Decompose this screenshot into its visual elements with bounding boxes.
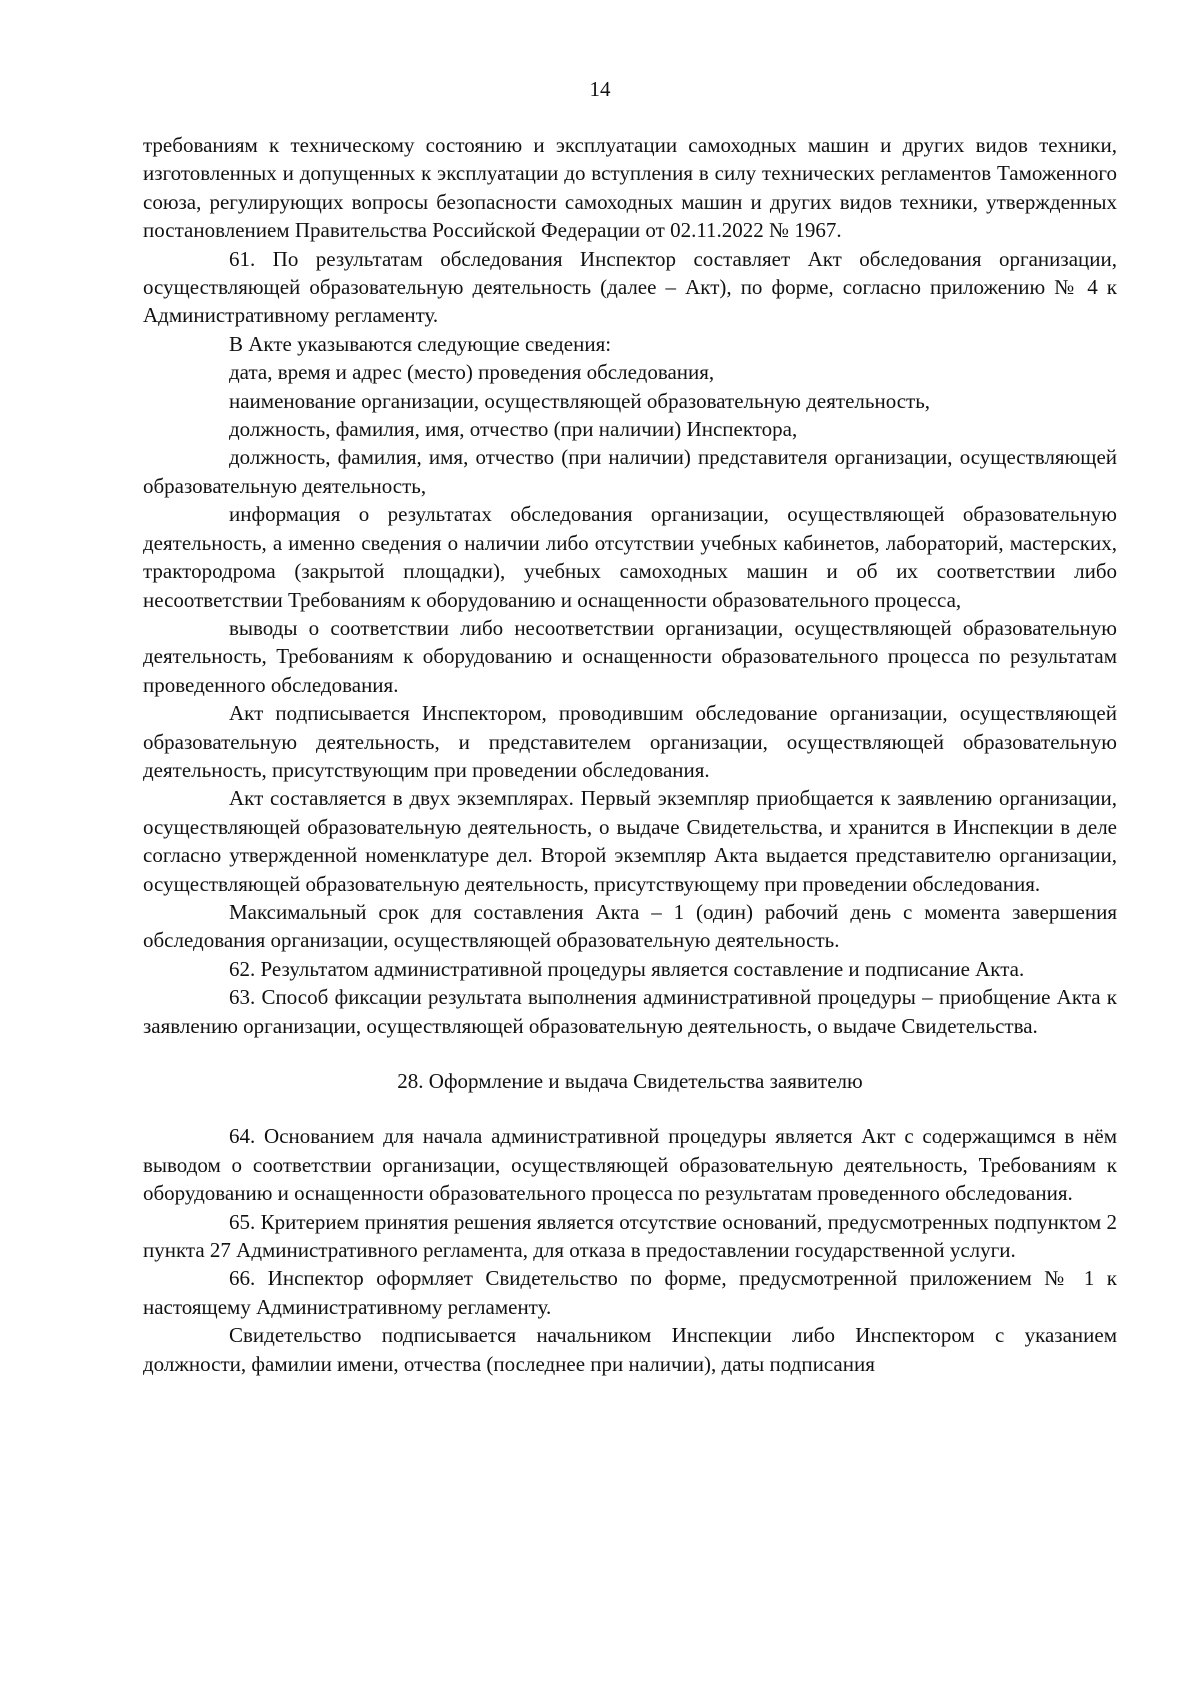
list-item-organization-name: наименование организации, осуществляющей образовательную деятельность,	[229, 388, 931, 413]
paragraph-62: 62. Результатом административной процедуры является составление и подписание Акта.	[229, 956, 1025, 981]
paragraph-64: 64. Основанием для начала административной процедуры является Акт с содержащимся в нём выводом о соответствии организации, осуществляющей образовательную деятельность, Требованиям к оборудованию и оснащенности образовательного процесса по результатам проведенного обследования.	[143, 1124, 1117, 1206]
list-item-conclusions: выводы о соответствии либо несоответствии организации, осуществляющей образовательную деятельность, Требованиям к оборудованию и оснащенности образовательного процесса по результатам проведенного обследования.	[143, 615, 1117, 697]
paragraph-act-term: Максимальный срок для составления Акта – 1 (один) рабочий день с момента завершения обследования организации, осуществляющей образовательную деятельность.	[143, 899, 1117, 953]
list-item-date-place: дата, время и адрес (место) проведения обследования,	[229, 360, 715, 385]
paragraph-act-info-intro: В Акте указываются следующие сведения:	[229, 331, 612, 356]
paragraph-act-signing: Акт подписывается Инспектором, проводившим обследование организации, осуществляющей образовательную деятельность, и представителем организации, осуществляющей образовательную деятельность, присутствующим при проведении обследования.	[143, 701, 1117, 782]
section-heading-28: 28. Оформление и выдача Свидетельства заявителю	[397, 1069, 863, 1093]
paragraph-63: 63. Способ фиксации результата выполнения административной процедуры – приобщение Акта к заявлению организации, осуществляющей образовательную деятельность, о выдаче Свидетельства.	[143, 985, 1117, 1038]
list-item-representative: должность, фамилия, имя, отчество (при наличии) представителя организации, осуществляющей образовательную деятельность,	[143, 445, 1117, 498]
paragraph-65: 65. Критерием принятия решения является отсутствие оснований, предусмотренных подпунктом 2 пункта 27 Административного регламента, для отказа в предоставлении государственной услуги.	[143, 1209, 1117, 1263]
document-body	[143, 131, 1117, 1378]
paragraph-66: 66. Инспектор оформляет Свидетельство по форме, предусмотренной приложением № 1 к настоящему Административному регламенту.	[143, 1266, 1117, 1319]
paragraph-continuation: требованиям к техническому состоянию и эксплуатации самоходных машин и других видов техники, изготовленных и допущенных к эксплуатации до вступления в силу технических регламентов Таможенного союза, регулирующих вопросы безопасности самоходных машин и других видов техники, утвержденных постановлением Правительства Российской Федерации от 02.11.2022 № 1967.	[143, 133, 1117, 243]
list-item-inspector: должность, фамилия, имя, отчество (при наличии) Инспектора,	[229, 417, 798, 442]
page-number: 14	[589, 77, 611, 101]
paragraph-61: 61. По результатам обследования Инспектор составляет Акт обследования организации, осуществляющей образовательную деятельность (далее – Акт), по форме, согласно приложению № 4 к Административному регламенту.	[143, 246, 1117, 328]
paragraph-certificate-signing: Свидетельство подписывается начальником Инспекции либо Инспектором с указанием должности, фамилии имени, отчества (последнее при наличии), даты подписания	[143, 1323, 1117, 1376]
paragraph-act-copies: Акт составляется в двух экземплярах. Первый экземпляр приобщается к заявлению организации, осуществляющей образовательную деятельность, о выдаче Свидетельства, и хранится в Инспекции в деле согласно утвержденной номенклатуре дел. Второй экземпляр Акта выдается представителю организации, осуществляющей образовательную деятельность, присутствующему при проведении обследования.	[143, 786, 1117, 896]
list-item-inspection-results: информация о результатах обследования организации, осуществляющей образовательную деятельность, а именно сведения о наличии либо отсутствии учебных кабинетов, лабораторий, мастерских, трактородрома (закрытой площадки), учебных самоходных машин и об их соответствии либо несоответствии Требованиям к оборудованию и оснащенности образовательного процесса,	[143, 502, 1117, 612]
